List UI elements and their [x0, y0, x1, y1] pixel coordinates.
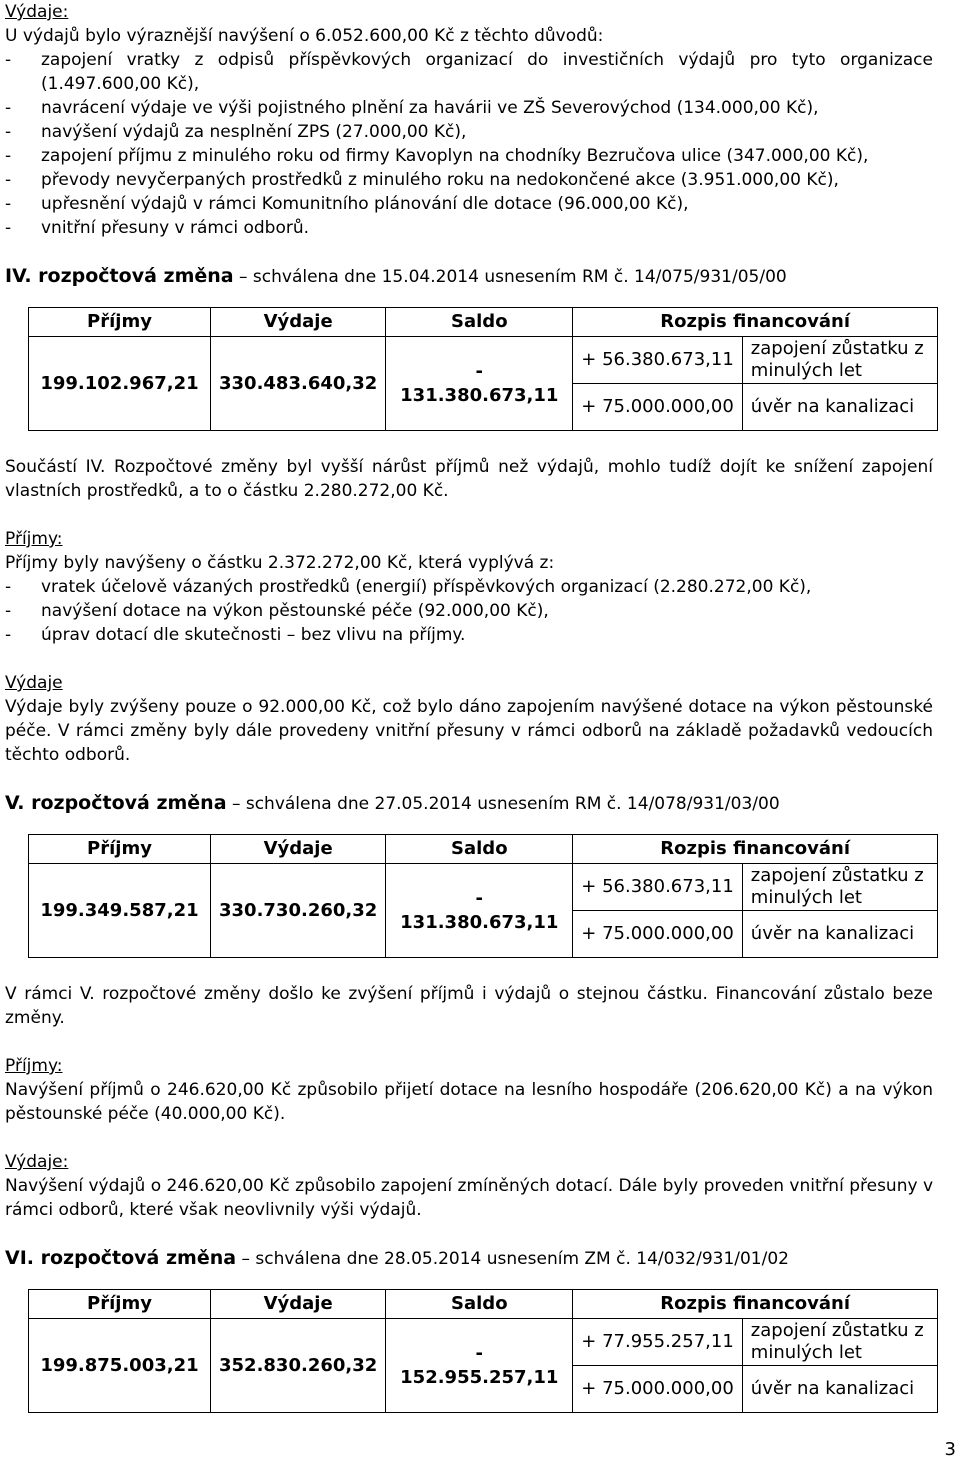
list-item: - úprav dotací dle skutečnosti – bez vlivu na příjmy. [5, 625, 466, 645]
value-vydaje: 330.730.260,32 [211, 864, 386, 958]
paragraph-prijmy-text: Navýšení příjmů o 246.620,00 Kč způsobilo přijetí dotace na lesního hospodáře (206.620,00 Kč) a na výkon pěstounské péče (40.000,00 Kč). [5, 1080, 933, 1124]
table-header-saldo: Saldo [386, 308, 573, 337]
paragraph-prijmy-intro: Příjmy byly navýšeny o částku 2.372.272,00 Kč, která vyplývá z: [5, 553, 555, 573]
list-item: - zapojení vratky z odpisů příspěvkových organizací do investičních výdajů pro tyto organizace (1.497.600,00 Kč), [5, 50, 933, 94]
financing-amount: + 75.000.000,00 [573, 911, 743, 958]
list-item: - zapojení příjmu z minulého roku od firmy Kavoplyn na chodníky Bezručova ulice (347.000,00 Kč), [5, 146, 869, 166]
table-header-prijmy: Příjmy [29, 1290, 211, 1319]
list-dash: - [5, 601, 12, 621]
value-prijmy: 199.349.587,21 [29, 864, 211, 958]
table-header-prijmy: Příjmy [29, 835, 211, 864]
list-dash: - [5, 218, 12, 238]
table-header-rozpis: Rozpis financování [573, 1290, 938, 1319]
financing-description: úvěr na kanalizaci [742, 1366, 937, 1413]
list-dash: - [5, 122, 12, 142]
list-dash: - [5, 170, 12, 190]
financing-description: zapojení zůstatku z minulých let [742, 864, 937, 911]
list-item: - navýšení výdajů za nesplnění ZPS (27.000,00 Kč), [5, 122, 467, 142]
list-prijmy-reasons [5, 575, 933, 647]
list-item: - vratek účelově vázaných prostředků (energií) příspěvkových organizací (2.280.272,00 Kč), [5, 577, 812, 597]
table-header-vydaje: Výdaje [211, 308, 386, 337]
financing-description: zapojení zůstatku z minulých let [742, 337, 937, 384]
section-label-vydaje: Výdaje [5, 673, 63, 693]
financing-description: úvěr na kanalizaci [742, 911, 937, 958]
paragraph-v-summary: V rámci V. rozpočtové změny došlo ke zvýšení příjmů i výdajů o stejnou částku. Financování zůstalo beze změny. [5, 984, 933, 1028]
value-vydaje: 352.830.260,32 [211, 1319, 386, 1413]
table-header-rozpis: Rozpis financování [573, 308, 938, 337]
financing-amount: + 77.955.257,11 [573, 1319, 743, 1366]
section-label-vydaje: Výdaje: [5, 2, 69, 22]
financing-amount: + 56.380.673,11 [573, 337, 743, 384]
table-header-prijmy: Příjmy [29, 308, 211, 337]
list-dash: - [5, 625, 12, 645]
section-label-vydaje: Výdaje: [5, 1152, 69, 1172]
heading-v-rozpoctova-zmena: V. rozpočtová změna – schválena dne 27.05.2014 usnesením RM č. 14/078/931/03/00 [5, 792, 780, 814]
list-item: - vnitřní přesuny v rámci odborů. [5, 218, 310, 238]
list-item: - upřesnění výdajů v rámci Komunitního plánování dle dotace (96.000,00 Kč), [5, 194, 689, 214]
section-label-prijmy: Příjmy: [5, 1056, 63, 1076]
financing-description: úvěr na kanalizaci [742, 384, 937, 431]
table-header-vydaje: Výdaje [211, 835, 386, 864]
value-saldo: - 131.380.673,11 [386, 337, 573, 431]
list-vydaje-reasons [5, 48, 933, 240]
value-saldo: - 131.380.673,11 [386, 864, 573, 958]
list-dash: - [5, 98, 12, 118]
paragraph-vydaje-intro: U výdajů bylo výraznější navýšení o 6.052.600,00 Kč z těchto důvodů: [5, 26, 604, 46]
value-saldo: - 152.955.257,11 [386, 1319, 573, 1413]
heading-vi-rozpoctova-zmena: VI. rozpočtová změna – schválena dne 28.05.2014 usnesením ZM č. 14/032/931/01/02 [5, 1247, 789, 1269]
financing-table-v [28, 834, 938, 958]
financing-amount: + 56.380.673,11 [573, 864, 743, 911]
financing-table-vi [28, 1289, 938, 1413]
financing-table-iv [28, 307, 938, 431]
financing-amount: + 75.000.000,00 [573, 384, 743, 431]
financing-amount: + 75.000.000,00 [573, 1366, 743, 1413]
paragraph-vydaje-text: Výdaje byly zvýšeny pouze o 92.000,00 Kč, což bylo dáno zapojením navýšené dotace na výkon pěstounské péče. V rámci změny byly dále provedeny vnitřní přesuny v rámci odborů na základě požadavků vedoucích těchto odborů. [5, 697, 933, 765]
value-prijmy: 199.875.003,21 [29, 1319, 211, 1413]
financing-description: zapojení zůstatku z minulých let [742, 1319, 937, 1366]
list-item: - navýšení dotace na výkon pěstounské péče (92.000,00 Kč), [5, 601, 549, 621]
list-dash: - [5, 577, 12, 597]
table-header-saldo: Saldo [386, 835, 573, 864]
table-header-rozpis: Rozpis financování [573, 835, 938, 864]
section-label-prijmy: Příjmy: [5, 529, 63, 549]
paragraph-iv-summary: Součástí IV. Rozpočtové změny byl vyšší nárůst příjmů než výdajů, mohlo tudíž dojít ke snížení zapojení vlastních prostředků, a to o částku 2.280.272,00 Kč. [5, 457, 933, 501]
list-dash: - [5, 146, 12, 166]
list-dash: - [5, 194, 12, 214]
value-vydaje: 330.483.640,32 [211, 337, 386, 431]
heading-iv-rozpoctova-zmena: IV. rozpočtová změna – schválena dne 15.04.2014 usnesením RM č. 14/075/931/05/00 [5, 265, 787, 287]
list-dash: - [5, 50, 12, 70]
table-header-saldo: Saldo [386, 1290, 573, 1319]
value-prijmy: 199.102.967,21 [29, 337, 211, 431]
page-number: 3 [944, 1439, 956, 1460]
table-header-vydaje: Výdaje [211, 1290, 386, 1319]
document-page [5, 0, 933, 1413]
list-item: - navrácení výdaje ve výši pojistného plnění za havárii ve ZŠ Severovýchod (134.000,00 Kč), [5, 98, 819, 118]
list-item: - převody nevyčerpaných prostředků z minulého roku na nedokončené akce (3.951.000,00 Kč), [5, 170, 839, 190]
paragraph-vydaje-text: Navýšení výdajů o 246.620,00 Kč způsobilo zapojení zmíněných dotací. Dále byly proveden vnitřní přesuny v rámci odborů, které však neovlivnily výši výdajů. [5, 1176, 934, 1220]
